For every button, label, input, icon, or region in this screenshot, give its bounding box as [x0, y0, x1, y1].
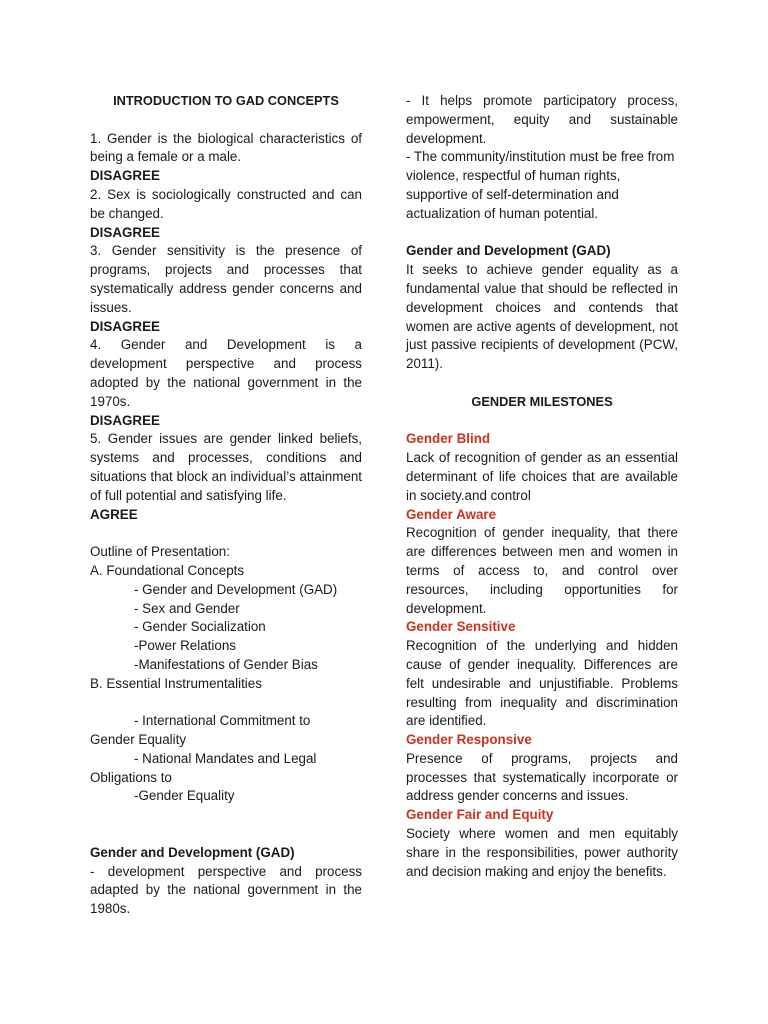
- statement-text: 3. Gender sensitivity is the presence of programs, projects and processes that systematically address gender concerns and issues.: [90, 243, 362, 315]
- statement-answer: AGREE: [90, 506, 138, 522]
- outline-item: - Sex and Gender: [134, 600, 240, 616]
- statement-item: [90, 130, 362, 186]
- statement-text: 2. Sex is sociologically constructed and can be changed.: [90, 186, 362, 221]
- outline-item: - International Commitment to: [134, 713, 311, 729]
- gad-section-right: [406, 242, 678, 374]
- outline-item: - Gender Socialization: [134, 619, 266, 635]
- milestones-title: GENDER MILESTONES: [471, 393, 613, 409]
- statement-text: 5. Gender issues are gender linked beliefs, systems and processes, conditions and situations that block an individual’s attainment of full potential and satisfying life.: [90, 431, 362, 503]
- milestone-item: [406, 806, 678, 881]
- outline-title: Outline of Presentation:: [90, 544, 230, 560]
- milestone-item: [406, 430, 678, 505]
- outline-item: -Manifestations of Gender Bias: [134, 656, 318, 672]
- gad-definition: - development perspective and process adapted by the national government in the 1980s.: [90, 863, 362, 917]
- milestone-text: Presence of programs, projects and processes that systematically incorporate or address gender concerns and issues.: [406, 750, 678, 804]
- outline-item: - National Mandates and Legal: [134, 750, 317, 766]
- outline-item: -Gender Equality: [134, 788, 235, 804]
- gad-description: It seeks to achieve gender equality as a fundamental value that should be reflected in development choices and contends that women are active agents of development, not just passive recipients of development (PCW, 2011).: [406, 262, 678, 372]
- outline-item-continued: Gender Equality: [90, 732, 187, 748]
- right-column: [406, 92, 678, 881]
- milestone-item: [406, 731, 678, 806]
- milestone-item: [406, 506, 678, 619]
- intro-paragraph: - The community/institution must be free from violence, respectful of human rights, supportive of self-determination and actualization of human potential.: [406, 149, 675, 221]
- milestone-label: Gender Sensitive: [406, 619, 516, 635]
- left-column: [90, 92, 362, 919]
- statement-item: [90, 186, 362, 242]
- document-title: INTRODUCTION TO GAD CONCEPTS: [113, 93, 339, 108]
- milestone-text: Society where women and men equitably share in the responsibilities, power authority and decision making and enjoy the benefits.: [406, 826, 678, 879]
- outline-item: -Power Relations: [134, 638, 236, 654]
- milestone-text: Recognition of the underlying and hidden cause of gender inequality. Differences are felt undesirable and unjustifiable. Problems resulting from inequality and discrimination are identified.: [406, 638, 678, 729]
- gad-section-left: [90, 844, 362, 919]
- statement-answer: DISAGREE: [90, 318, 160, 334]
- outline-section-b-label: B. Essential Instrumentalities: [90, 675, 262, 691]
- intro-paragraph: - It helps promote participatory process, empowerment, equity and sustainable development.: [406, 93, 678, 146]
- statement-text: 1. Gender is the biological characteristics of being a female or a male.: [90, 130, 362, 165]
- milestone-item: [406, 618, 678, 731]
- milestone-text: Recognition of gender inequality, that there are differences between men and women in terms of access to, and control over resources, including opportunities for development.: [406, 525, 678, 616]
- statement-answer: DISAGREE: [90, 168, 160, 184]
- outline-section-a-label: A. Foundational Concepts: [90, 562, 245, 578]
- outline-section: [90, 543, 362, 806]
- outline-item-continued: Obligations to: [90, 769, 172, 785]
- milestone-label: Gender Blind: [406, 431, 491, 447]
- statement-item: [90, 430, 362, 524]
- statement-answer: DISAGREE: [90, 224, 160, 240]
- statement-text: 4. Gender and Development is a development perspective and process adopted by the national government in the 1970s.: [90, 337, 362, 409]
- gad-heading: Gender and Development (GAD): [90, 844, 295, 860]
- milestone-label: Gender Responsive: [406, 732, 532, 748]
- gad-heading: Gender and Development (GAD): [406, 243, 611, 259]
- milestone-text: Lack of recognition of gender as an essential determinant of life choices that are available in society.and control: [406, 450, 678, 503]
- statement-item: [90, 242, 362, 336]
- milestone-label: Gender Aware: [406, 506, 497, 522]
- outline-item: - Gender and Development (GAD): [134, 581, 338, 597]
- milestone-label: Gender Fair and Equity: [406, 807, 554, 823]
- statement-answer: DISAGREE: [90, 412, 160, 428]
- statement-item: [90, 336, 362, 430]
